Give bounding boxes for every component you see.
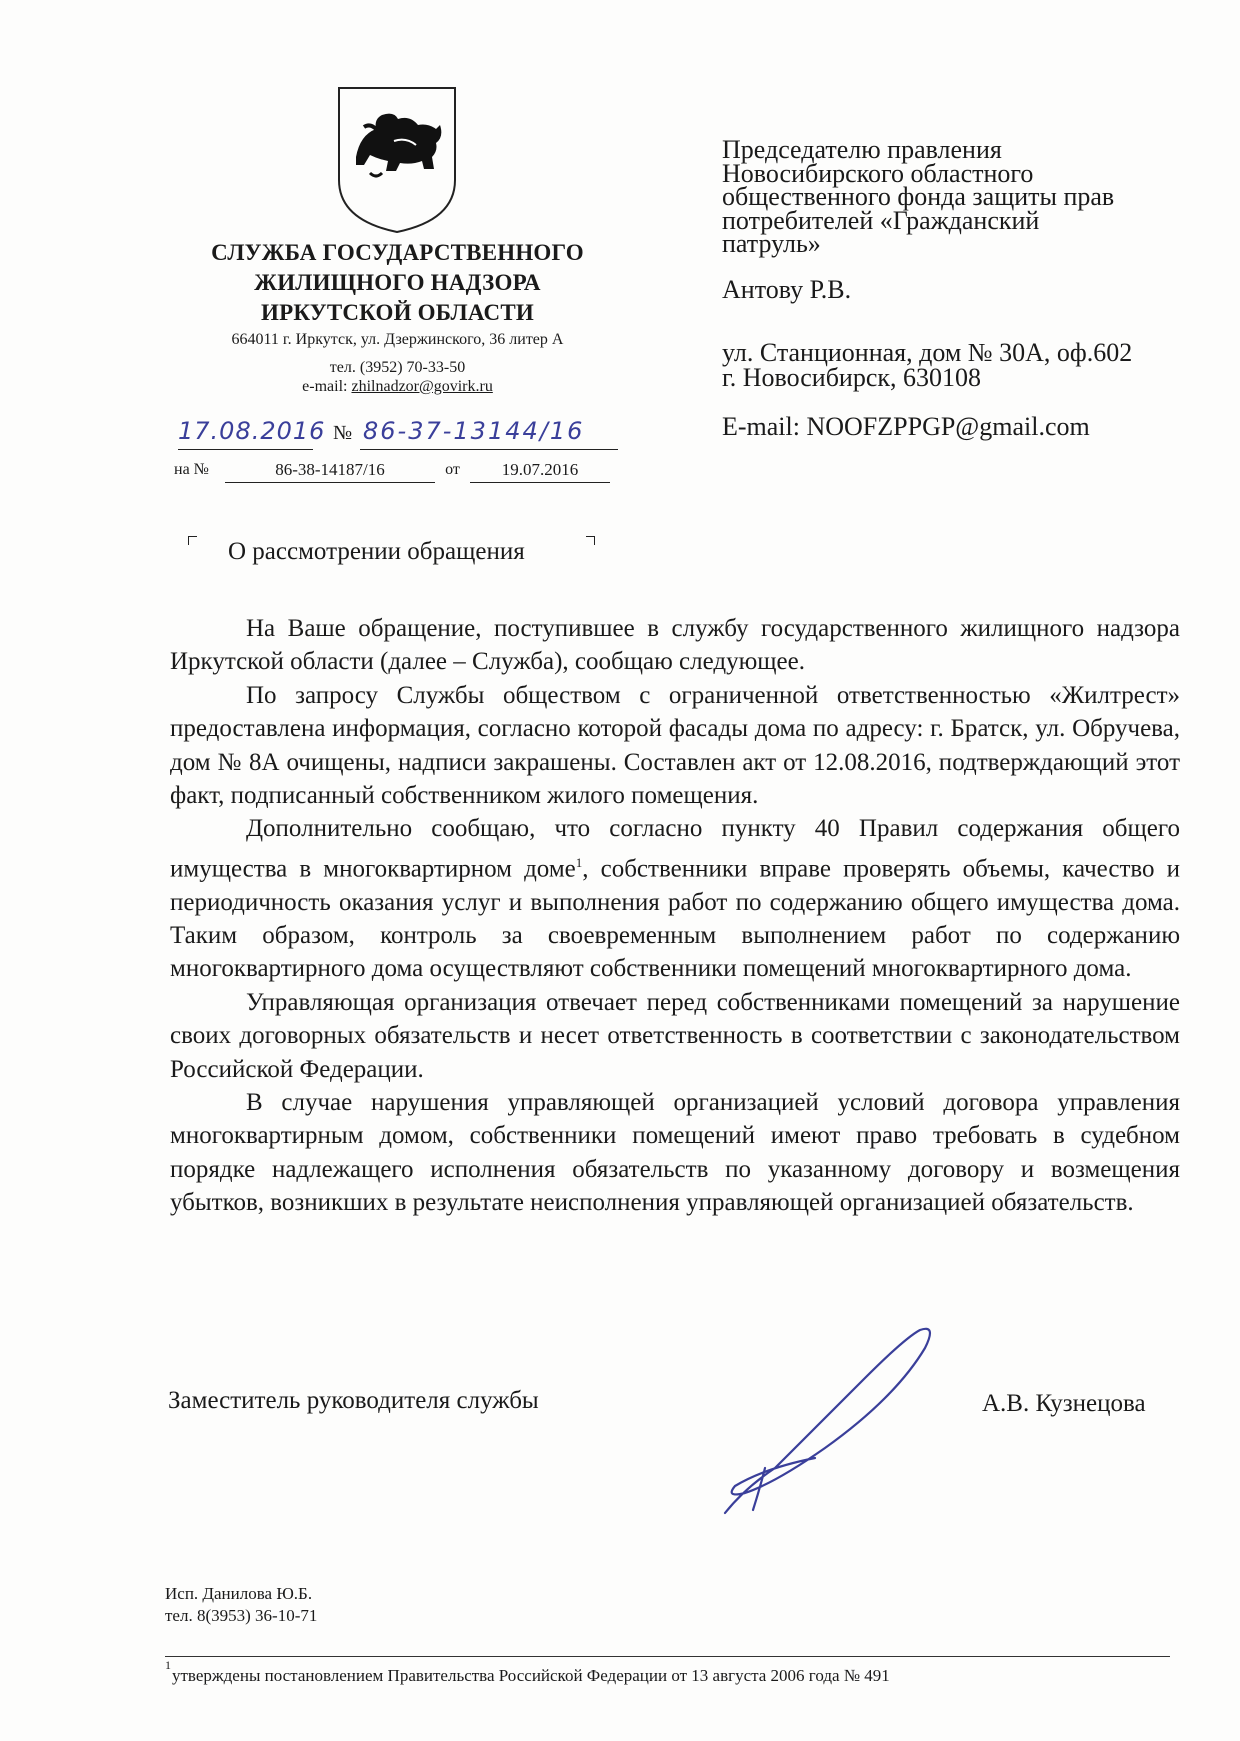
recipient-name: Антову Р.В. [722,275,852,304]
body-text-fragment: , собственники вправе проверять объемы, качество и периодичность оказания услуг и выполнения работ по содержанию общего имущества дома. Таким образом, контроль за своевременным выполнением работ по содержанию многоквартирного дома осуществляют собственники помещений многоквартирного дома. [170,855,1180,983]
reference-label: на № [174,461,209,478]
recipient-line: патруль» [722,229,821,258]
coat-of-arms-emblem [336,85,458,235]
performer-info [165,1583,317,1627]
sender-email-link[interactable]: zhilnadzor@govirk.ru [351,378,493,395]
footnote-mark: 1 [165,1658,171,1672]
registration-number: 86-37-13144/16 [363,417,585,445]
performer-name: Исп. Данилова Ю.Б. [165,1584,313,1603]
registration-date-rule [178,449,313,450]
reference-from-label: от [445,461,460,478]
footnote-divider [165,1656,1170,1657]
body-text-fragment: Дополнительно сообщаю, что согласно пункту 40 Правил содержания общего имущества в многоквартирном доме [170,815,1180,883]
footnote-text: утверждены постановлением Правительства Российской Федерации от 13 августа 2006 года № 491 [172,1666,890,1685]
recipient-address-line: ул. Станционная, дом № 30А, оф.602 [722,338,1133,367]
letter-body [170,612,1180,1220]
recipient-line: потребителей «Гражданский [722,205,1040,235]
footnote-reference: 1 [575,854,583,870]
reference-number: 86-38-14187/16 [225,460,435,483]
registration-date: 17.08.2016 [178,417,326,445]
body-paragraph [170,812,1180,985]
letter-subject: О рассмотрении обращения [228,538,525,565]
org-line: СЛУЖБА ГОСУДАРСТВЕННОГО [211,240,584,265]
signatory-name: А.В. Кузнецова [982,1390,1146,1417]
recipient-address [722,340,1202,390]
reference-date: 19.07.2016 [470,460,610,483]
recipient-line: Новосибирского областного [722,158,1034,188]
sender-address: 664011 г. Иркутск, ул. Дзержинского, 36 литер А [231,331,564,348]
signatory-title: Заместитель руководителя службы [168,1387,539,1414]
org-line: ЖИЛИЩНОГО НАДЗОРА [254,270,541,295]
recipient-address-line: г. Новосибирск, 630108 [722,363,982,392]
body-paragraph: По запросу Службы обществом с ограниченной ответственностью «Жилтрест» предоставлена информация, согласно которой фасады дома по адресу: г. Братск, ул. Обручева, дом № 8А очищены, надписи закрашены. Составлен акт от 12.08.2016, подтверждающий этот факт, подписанный собственником жилого помещения. [170,681,1180,810]
registration-number-sign: № [333,422,353,444]
registration-number-rule [360,449,618,450]
recipient-email: E-mail: NOOFZPPGP@gmail.com [722,412,1090,441]
subject-corner-left [188,536,197,545]
performer-phone: тел. 8(3953) 36-10-71 [165,1606,318,1625]
handwritten-signature [705,1318,955,1528]
sender-email-label: e-mail: [302,378,348,395]
sender-phone: тел. (3952) 70-33-50 [329,359,466,376]
recipient-line: Председателю правления [722,135,1002,164]
body-paragraph: На Ваше обращение, поступившее в службу государственного жилищного надзора Иркутской области (далее – Служба), сообщаю следующее. [170,615,1180,676]
body-paragraph: В случае нарушения управляющей организацией условий договора управления многоквартирным домом, собственники помещений имеют право требовать в судебном порядке надлежащего исполнения обязательств по указанному договору и возмещения убытков, возникших в результате неисполнения управляющей организацией обязательств. [170,1089,1180,1217]
org-line: ИРКУТСКОЙ ОБЛАСТИ [261,300,534,325]
sender-organization [170,238,625,328]
recipient-title [722,135,1192,258]
body-paragraph: Управляющая организация отвечает перед собственниками помещений за нарушение своих договорных обязательств и несет ответственность в соответствии с законодательством Российской Федерации. [170,988,1180,1083]
recipient-line: общественного фонда защиты прав [722,182,1115,211]
sender-email-line [170,377,625,396]
subject-corner-right [586,536,595,545]
